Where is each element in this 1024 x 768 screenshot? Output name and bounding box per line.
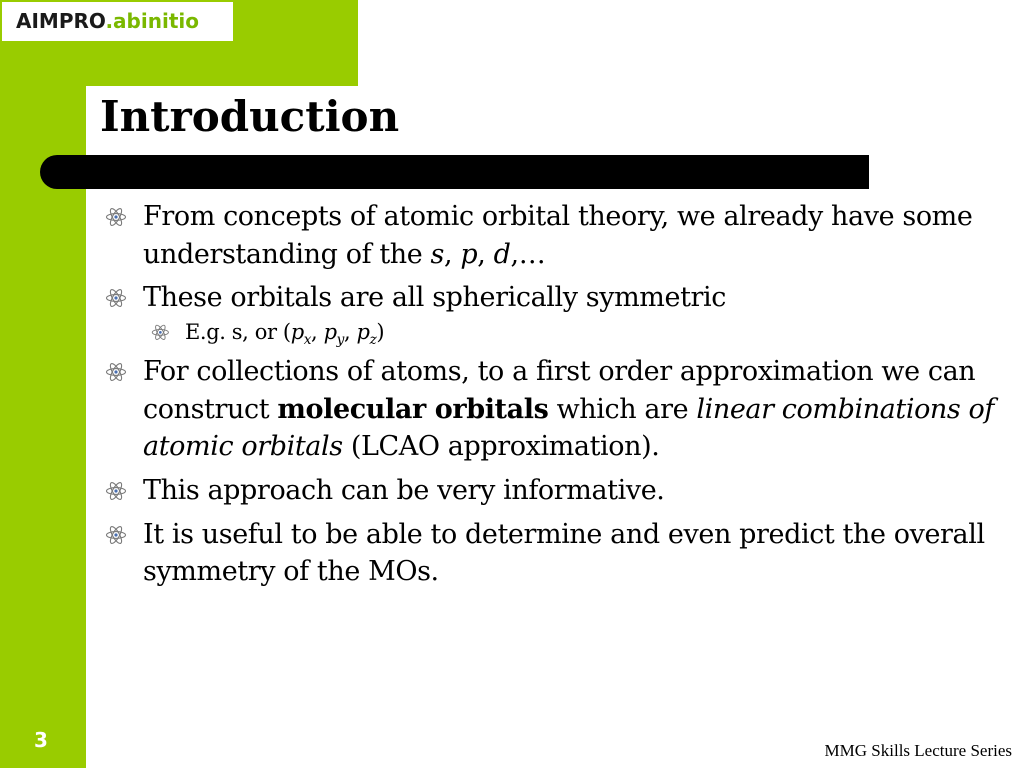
text-segment: z — [369, 332, 377, 349]
text-segment: linear combinations of atomic orbitals — [143, 393, 995, 462]
atom-bullet-icon — [105, 472, 143, 510]
bullet-item — [105, 353, 1005, 466]
footer-text: MMG Skills Lecture Series — [824, 741, 1012, 760]
logo-text-aimpro: AIMPRO — [16, 9, 106, 33]
bullet-item — [105, 516, 1005, 591]
text-segment: For collections of atoms, to a first order approximation we can construct — [143, 356, 976, 425]
text-segment: s — [430, 238, 445, 270]
text-segment: It is useful to be able to determine and even predict the overall symmetry of the MOs. — [143, 518, 985, 587]
bullet-item — [105, 279, 1005, 317]
text-segment: This approach can be very informative. — [143, 474, 665, 506]
text-segment: p — [460, 238, 478, 270]
bullet-list — [105, 198, 1005, 597]
text-segment: p — [356, 320, 370, 344]
bullet-text — [185, 317, 1005, 347]
bullet-text — [143, 472, 1005, 510]
text-segment: (LCAO approximation). — [342, 431, 660, 462]
text-segment: which are — [548, 393, 697, 425]
text-segment: , — [444, 238, 461, 270]
title-underline-bar — [40, 155, 869, 189]
text-segment: ,… — [510, 238, 546, 270]
text-segment: , — [477, 238, 494, 270]
bullet-text — [143, 353, 1005, 466]
atom-bullet-icon — [105, 353, 143, 391]
slide-title: Introduction — [100, 92, 400, 141]
text-segment: p — [323, 320, 337, 344]
text-segment: , — [343, 320, 357, 344]
left-green-band — [0, 0, 86, 768]
page-number: 3 — [34, 728, 48, 752]
atom-bullet-icon — [105, 279, 143, 317]
text-segment: , — [311, 320, 324, 344]
aimpro-logo — [2, 2, 233, 41]
atom-bullet-icon — [105, 198, 143, 236]
bullet-item — [105, 472, 1005, 510]
text-segment: x — [303, 332, 312, 349]
bullet-text — [143, 198, 1005, 273]
text-segment: From concepts of atomic orbital theory, we already have some understanding of the — [143, 201, 973, 270]
text-segment: E.g. s, or ( — [185, 320, 291, 344]
bullet-text — [143, 516, 1005, 591]
atom-bullet-icon — [105, 516, 143, 554]
bullet-item — [105, 198, 1005, 273]
bullet-text — [143, 279, 1005, 317]
text-segment: ) — [376, 320, 385, 344]
atom-bullet-icon — [151, 317, 185, 347]
sub-bullet-item — [151, 317, 1005, 347]
text-segment: d — [493, 238, 511, 270]
text-segment: p — [290, 320, 304, 344]
text-segment: These orbitals are all spherically symmetric — [143, 282, 726, 313]
text-segment: y — [336, 332, 344, 349]
logo-text-abinitio: .abinitio — [105, 9, 199, 33]
text-segment: molecular orbitals — [277, 393, 549, 425]
